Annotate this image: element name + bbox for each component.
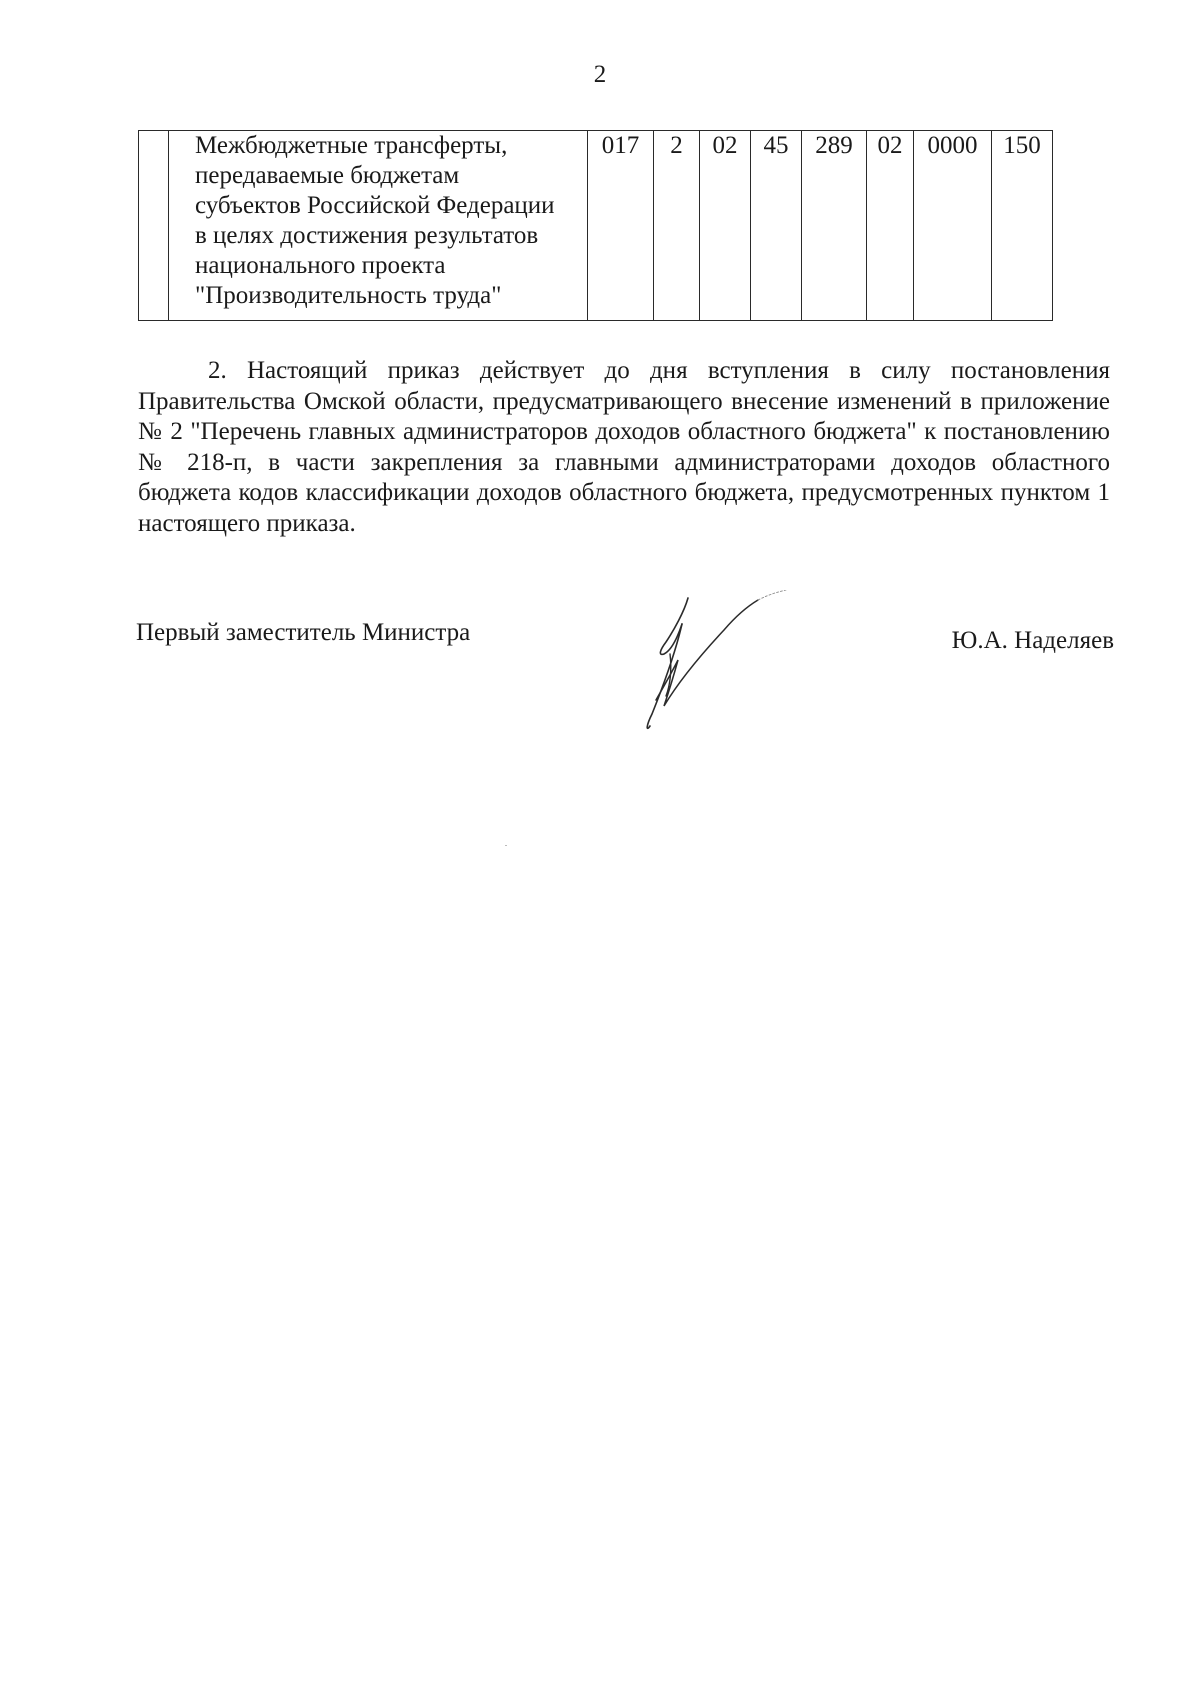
signer-name: Ю.А. Наделяев (951, 627, 1114, 654)
code-cell-article: 45 (751, 131, 802, 321)
row-name-cell (169, 131, 588, 321)
scan-speck (505, 845, 507, 846)
code-cell-program: 0000 (914, 131, 992, 321)
signer-title: Первый заместитель Министра (136, 619, 471, 646)
signature-block (136, 612, 1114, 732)
code-cell-group: 2 (654, 131, 700, 321)
name-line: Межбюджетные трансферты, (195, 132, 508, 159)
name-line: субъектов Российской Федерации (195, 192, 555, 219)
row-number-cell (139, 131, 169, 321)
code-cell-element: 02 (867, 131, 914, 321)
name-line: национального проекта (195, 252, 446, 279)
code-cell-administrator: 017 (588, 131, 654, 321)
code-cell-subarticle: 289 (802, 131, 867, 321)
name-line: передаваемые бюджетам (195, 162, 460, 189)
table-row (139, 131, 1053, 321)
name-line: "Производительность труда" (195, 282, 502, 309)
page-number: 2 (593, 61, 607, 88)
handwritten-signature (626, 590, 816, 740)
code-cell-economic: 150 (992, 131, 1053, 321)
order-paragraph-2: 2. Настоящий приказ действует до дня вступления в силу постановления Правительства Омской области, предусматривающего внесение изменений в приложение № 2 "Перечень главных администраторов доходов областного бюджета" к постановлению № 218-п, в части закрепления за главными администраторами доходов областного бюджета кодов классификации доходов областного бюджета, предусмотренных пунктом 1 настоящего приказа. (138, 357, 1110, 537)
code-cell-subgroup: 02 (700, 131, 751, 321)
income-codes-table (138, 130, 1053, 321)
name-line: в целях достижения результатов (195, 222, 539, 249)
